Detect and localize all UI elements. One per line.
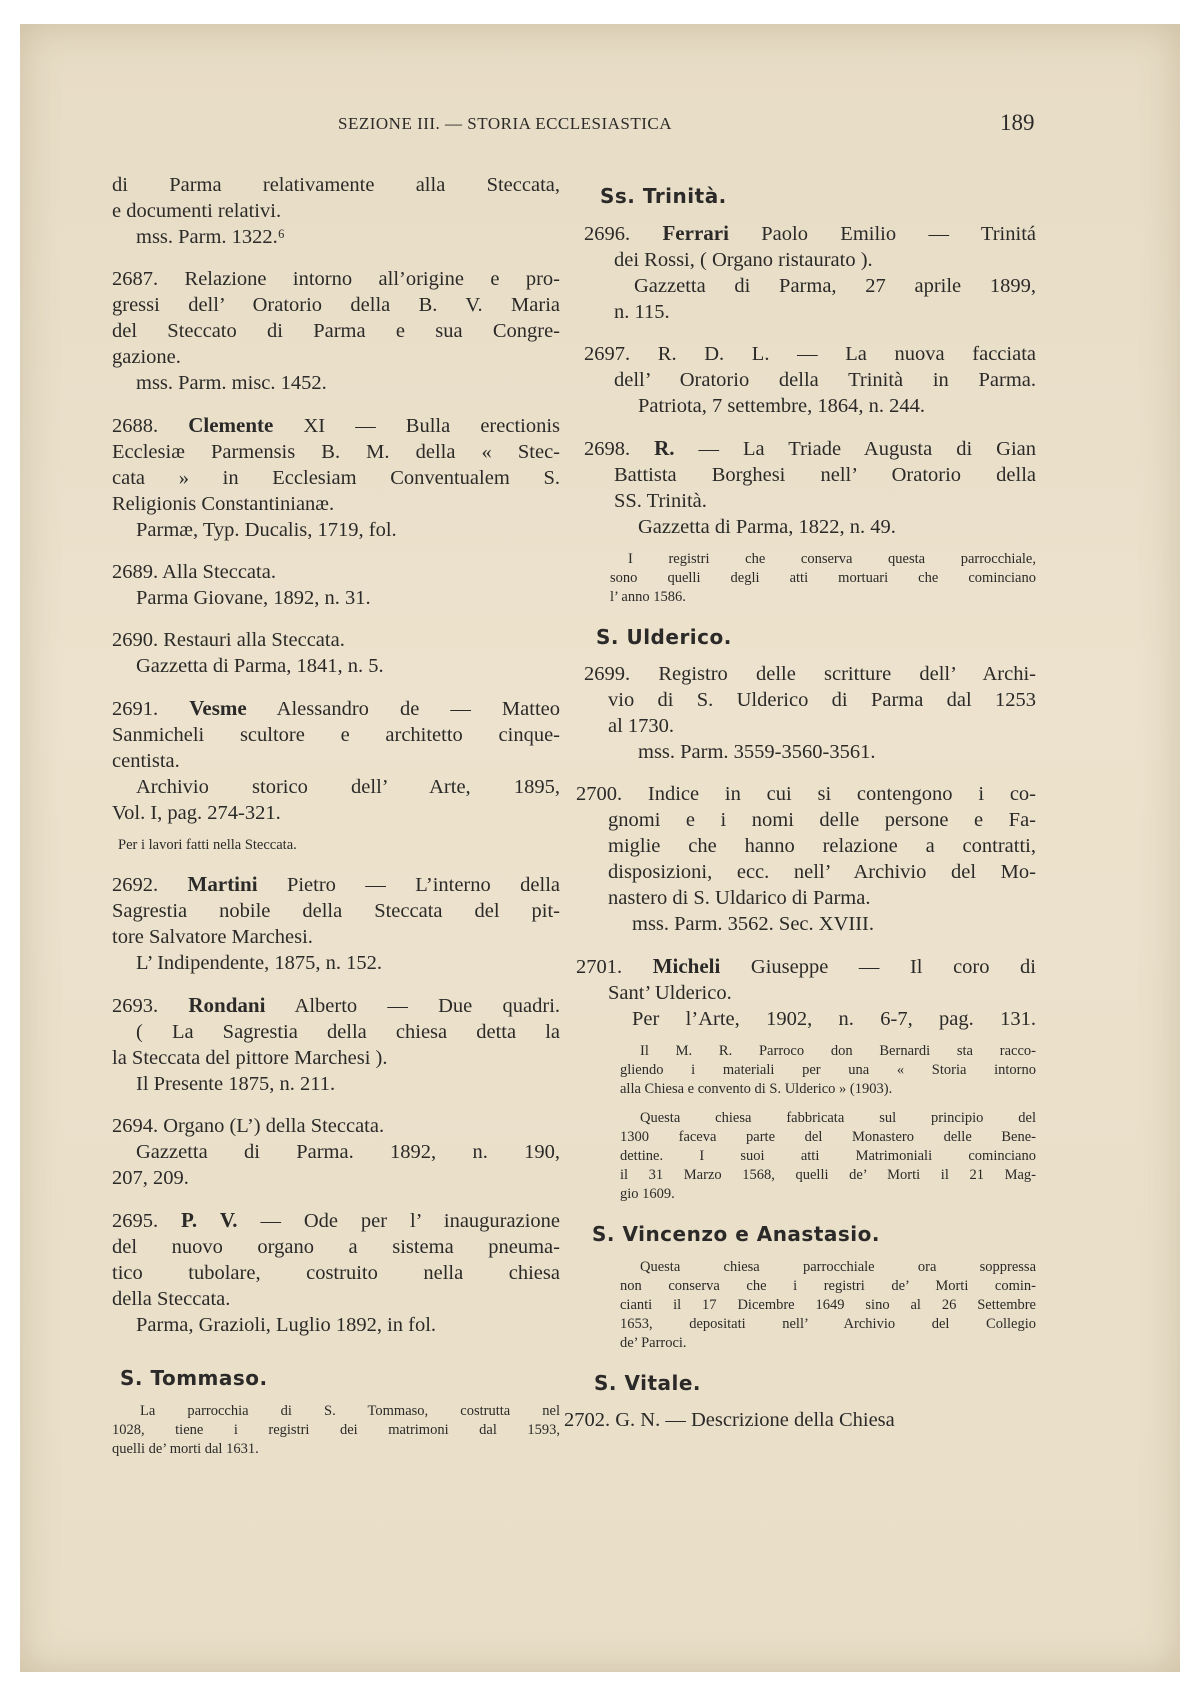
author-name: Ferrari <box>662 221 729 245</box>
entry-note: I registri che conserva questa parrocchiale, sono quelli degli atti mortuari che cominciano l’ anno 1586. <box>610 551 1036 605</box>
entry-2699: 2699. Registro delle scritture dell’ Archi- vio di S. Ulderico di Parma dal 1253 al 1730. mss. Parm. 3559-3560-3561. <box>584 663 1036 763</box>
author-name: Clemente <box>188 413 274 437</box>
entry-2691: 2691. Vesme Alessandro de — Matteo Sanmicheli scultore e architetto cinque- centista. Archivio storico dell’ Arte, 1895, Vol. I, pag. 274-321. Per i lavori fatti nella Steccata. <box>112 696 560 853</box>
author-name: R. <box>654 436 675 460</box>
section-note-vincenzo: Questa chiesa parrocchiale ora soppressa non conserva che i registri de’ Morti comin- cianti il 17 Dicembre 1649 sino al 26 Settembre 1653, depositati nell’ Archivio del Collegio de’ Parroci. <box>620 1259 1036 1351</box>
author-name: Micheli <box>652 954 721 978</box>
section-heading-trinita: Ss. Trinità. <box>600 184 727 208</box>
section-heading-tommaso: S. Tommaso. <box>120 1366 268 1390</box>
right-column <box>564 172 1037 1433</box>
running-header <box>0 110 1196 144</box>
entry-2694: 2694. Organo (L’) della Steccata. Gazzetta di Parma. 1892, n. 190, 207, 209. <box>112 1115 560 1189</box>
entry-2695: 2695. P. V. — Ode per l’ inaugurazione del nuovo organo a sistema pneuma- tico tubolare, costruito nella chiesa della Steccata. Parma, Grazioli, Luglio 1892, in fol. <box>112 1208 560 1336</box>
entry-2693: 2693. Rondani Alberto — Due quadri. ( La Sagrestia della chiesa detta la la Steccata del pittore Marchesi ). Il Presente 1875, n. 211. <box>112 993 561 1095</box>
author-name: Martini <box>187 872 258 896</box>
author-name: Rondani <box>188 993 266 1017</box>
left-column <box>112 172 560 1459</box>
entry-2687: 2687. Relazione intorno all’origine e pro- gressi dell’ Oratorio della B. V. Maria del Steccato di Parma e sua Congre- gazione. mss. Parm. misc. 1452. <box>112 268 560 394</box>
entry-note: Per i lavori fatti nella Steccata. <box>118 837 297 853</box>
entry-2698: 2698. R. — La Triade Augusta di Gian Battista Borghesi nell’ Oratorio della SS. Trinità. Gazzetta di Parma, 1822, n. 49. I registri che conserva questa parrocchiale, sono quelli degli atti mortuari che cominciano l’ anno 1586. <box>584 436 1037 605</box>
header-title: SEZIONE III. — STORIA ECCLESIASTICA <box>338 114 673 133</box>
entry-2688: 2688. Clemente XI — Bulla erectionis Ecclesiæ Parmensis B. M. della « Stec- cata » in Ecclesiam Conventualem S. Religionis Constantinianæ. Parmæ, Typ. Ducalis, 1719, fol. <box>112 413 561 541</box>
entry-2690: 2690. Restauri alla Steccata. Gazzetta di Parma, 1841, n. 5. <box>112 629 384 677</box>
entry-2696: 2696. Ferrari Paolo Emilio — Trinitá dei Rossi, ( Organo ristaurato ). Gazzetta di Parma, 27 aprile 1899, n. 115. <box>584 221 1036 323</box>
entry-2702: 2702. G. N. — Descrizione della Chiesa <box>564 1409 895 1431</box>
entry-2700: 2700. Indice in cui si contengono i co- gnomi e i nomi delle persone e Fa- miglie che hanno relazione a contratti, disposizioni, ecc. nell’ Archivio del Mo- nastero di S. Uldarico di Parma. mss. Parm. 3562. Sec. XVIII. <box>576 783 1036 935</box>
section-heading-ulderico: S. Ulderico. <box>596 625 732 649</box>
entry-continuation: di Parma relativamente alla Steccata, e documenti relativi. mss. Parm. 1322.⁶ <box>112 174 560 248</box>
entry-note: Questa chiesa fabbricata sul principio del 1300 faceva parte del Monastero delle Bene- dettine. I suoi atti Matrimoniali cominciano il 31 Marzo 1568, quelli de’ Morti il 21 Mag- gio 1609. <box>620 1110 1036 1202</box>
section-note-tommaso: La parrocchia di S. Tommaso, costrutta nel 1028, tiene i registri dei matrimoni dal 1593, quelli de’ morti dal 1631. <box>112 1403 560 1457</box>
author-name: P. V. <box>181 1208 238 1232</box>
section-heading-vitale: S. Vitale. <box>594 1371 702 1395</box>
entry-2701: 2701. Micheli Giuseppe — Il coro di Sant’ Ulderico. Per l’Arte, 1902, n. 6-7, pag. 131. Il M. R. Parroco don Bernardi sta racco- gliendo i materiali per una « Storia intorno alla Chiesa e convento di S. Ulderico » (1903). Questa chiesa fabbricata sul principio del 1300 faceva parte del Monastero delle Bene- dettine. I suoi atti Matrimoniali cominciano il 31 Marzo 1568, quelli de’ Morti il 21 Mag- gio 1609. <box>576 954 1037 1202</box>
entry-note: Il M. R. Parroco don Bernardi sta racco- gliendo i materiali per una « Storia intorno alla Chiesa e convento di S. Ulderico » (1903). <box>620 1043 1036 1097</box>
section-heading-vincenzo: S. Vincenzo e Anastasio. <box>592 1222 880 1246</box>
author-name: Vesme <box>189 696 247 720</box>
entry-2697: 2697. R. D. L. — La nuova facciata dell’ Oratorio della Trinità in Parma. Patriota, 7 settembre, 1864, n. 244. <box>584 343 1036 417</box>
entry-2692: 2692. Martini Pietro — L’interno della Sagrestia nobile della Steccata del pit- tore Salvatore Marchesi. L’ Indipendente, 1875, n. 152. <box>112 872 561 974</box>
page-number: 189 <box>1000 110 1035 135</box>
entry-2689: 2689. Alla Steccata. Parma Giovane, 1892, n. 31. <box>112 561 371 609</box>
